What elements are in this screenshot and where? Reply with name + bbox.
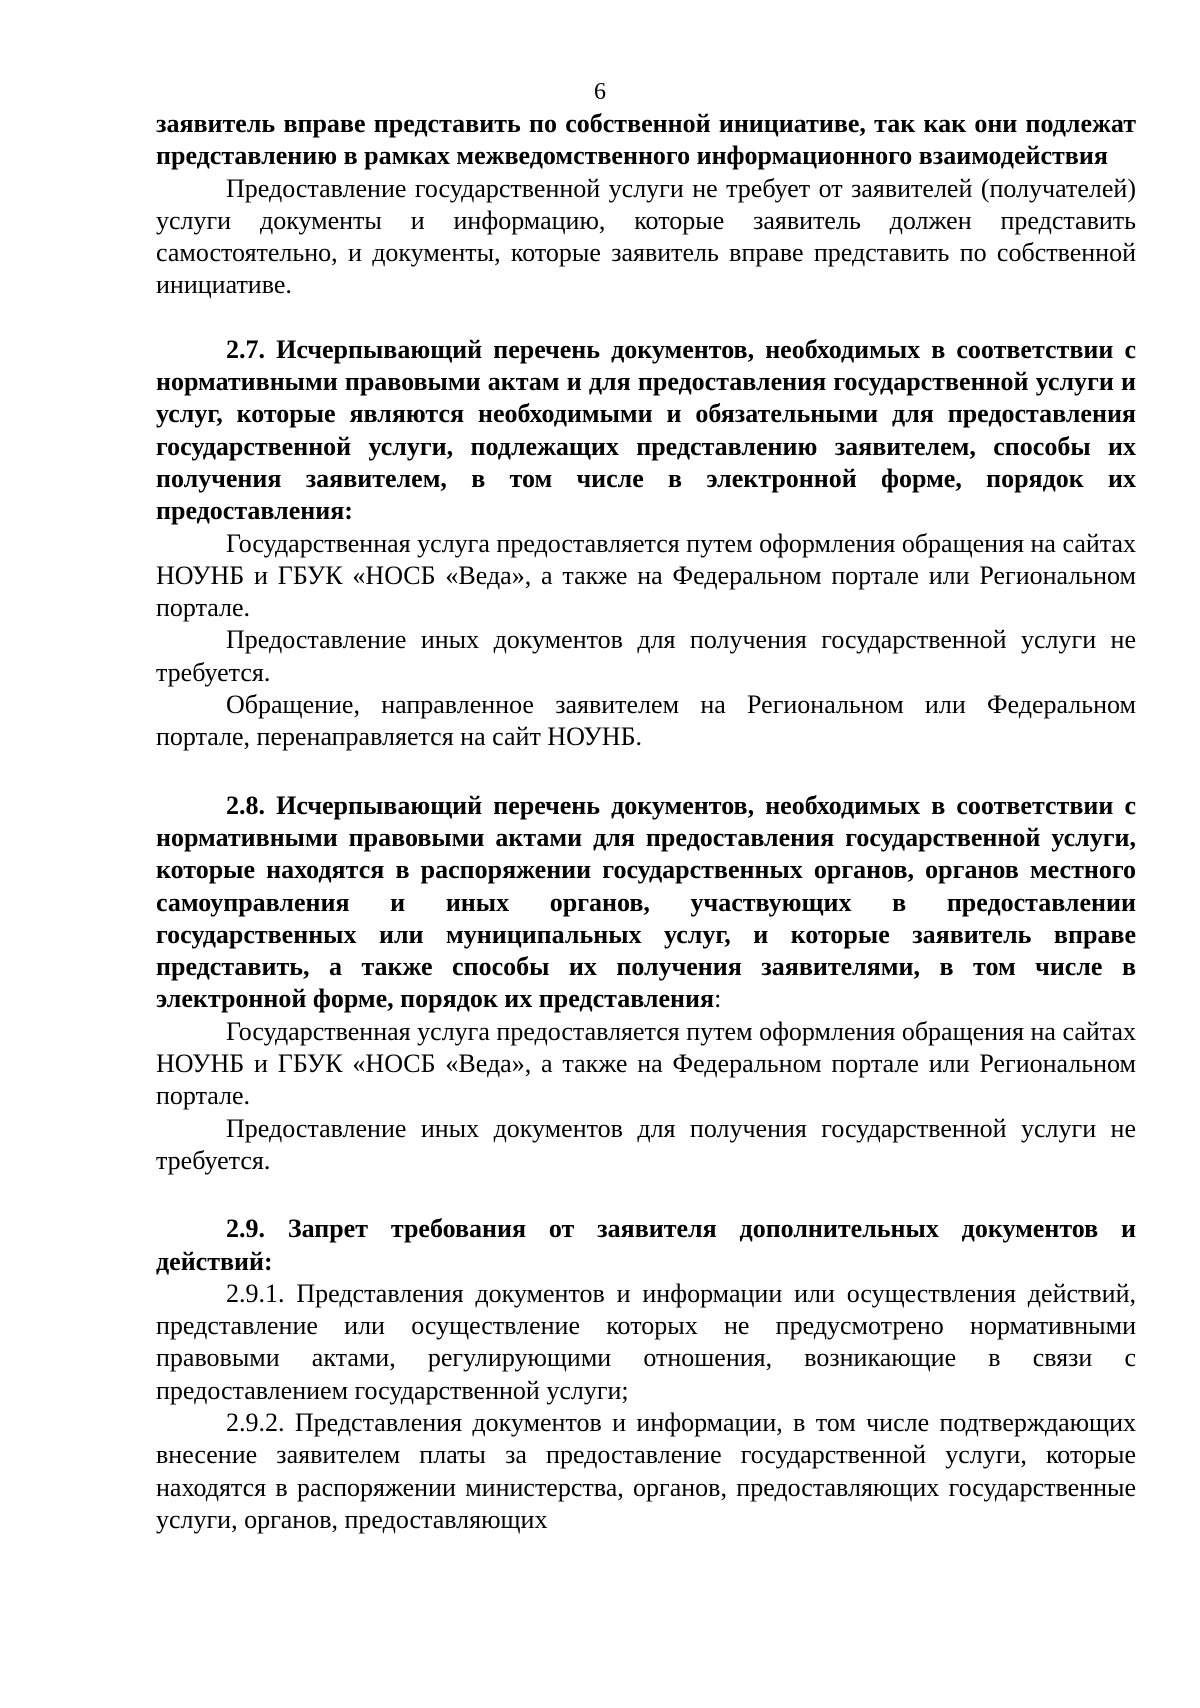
document-body — [156, 108, 1136, 1536]
section-heading-2-9: 2.9. Запрет требования от заявителя дополнительных документов и действий: — [156, 1214, 1136, 1276]
paragraph-2-8-service: Государственная услуга предоставляется путем оформления обращения на сайтах НОУНБ и ГБУК «НОСБ «Веда», а также на Федеральном портале или Региональном портале. — [156, 1016, 1136, 1111]
paragraph-2-9-2: 2.9.2. Представления документов и информации, в том числе подтверждающих внесение заявителем платы за предоставление государственной услуги, которые находятся в распоряжении министерства, органов, предоставляющих государственные услуги, органов, предоставляющих — [156, 1407, 1136, 1534]
paragraph-2-7-redirect: Обращение, направленное заявителем на Региональном или Федеральном портале, перенаправляется на сайт НОУНБ. — [156, 690, 1136, 752]
section-heading-2-8-colon: : — [714, 984, 722, 1014]
paragraph-2-7-other-docs: Предоставление иных документов для получения государственной услуги не требуется. — [156, 625, 1136, 687]
section-heading-2-7: 2.7. Исчерпывающий перечень документов, необходимых в соответствии с нормативными правовыми актам и для предоставления государственной услуги и услуг, которые являются необходимыми и обязательными для предоставления государственной услуги, подлежащих представлению заявителем, способы их получения заявителем, в том числе в электронной форме, порядок их предоставления: — [156, 334, 1136, 526]
paragraph-services-docs: Предоставление государственной услуги не требует от заявителей (получателей) услуги документы и информацию, которые заявитель должен представить самостоятельно, и документы, которые заявитель вправе представить по собственной инициативе. — [156, 173, 1136, 300]
page-number: 6 — [594, 79, 606, 105]
section-heading-2-8 — [156, 790, 1136, 1016]
section-heading-2-8-text: 2.8. Исчерпывающий перечень документов, необходимых в соответствии с нормативными правовыми актами для предоставления государственной услуги, которые находятся в распоряжении государственных органов, органов местного самоуправления и иных органов, участвующих в предоставлении государственных или муниципальных услуг, и которые заявитель вправе представить, а также способы их получения заявителями, в том числе в электронной форме, порядок их представления — [156, 790, 1136, 1014]
paragraph-intro-bold: заявитель вправе представить по собственной инициативе, так как они подлежат представлению в рамках межведомственного информационного взаимодействия — [156, 109, 1136, 171]
paragraph-2-7-service: Государственная услуга предоставляется путем оформления обращения на сайтах НОУНБ и ГБУК «НОСБ «Веда», а также на Федеральном портале или Региональном портале. — [156, 528, 1136, 623]
paragraph-2-8-other-docs: Предоставление иных документов для получения государственной услуги не требуется. — [156, 1113, 1136, 1175]
paragraph-2-9-1: 2.9.1. Представления документов и информации или осуществления действий, представление или осуществление которых не предусмотрено нормативными правовыми актами, регулирующими отношения, возникающие в связи с предоставлением государственной услуги; — [156, 1278, 1136, 1405]
